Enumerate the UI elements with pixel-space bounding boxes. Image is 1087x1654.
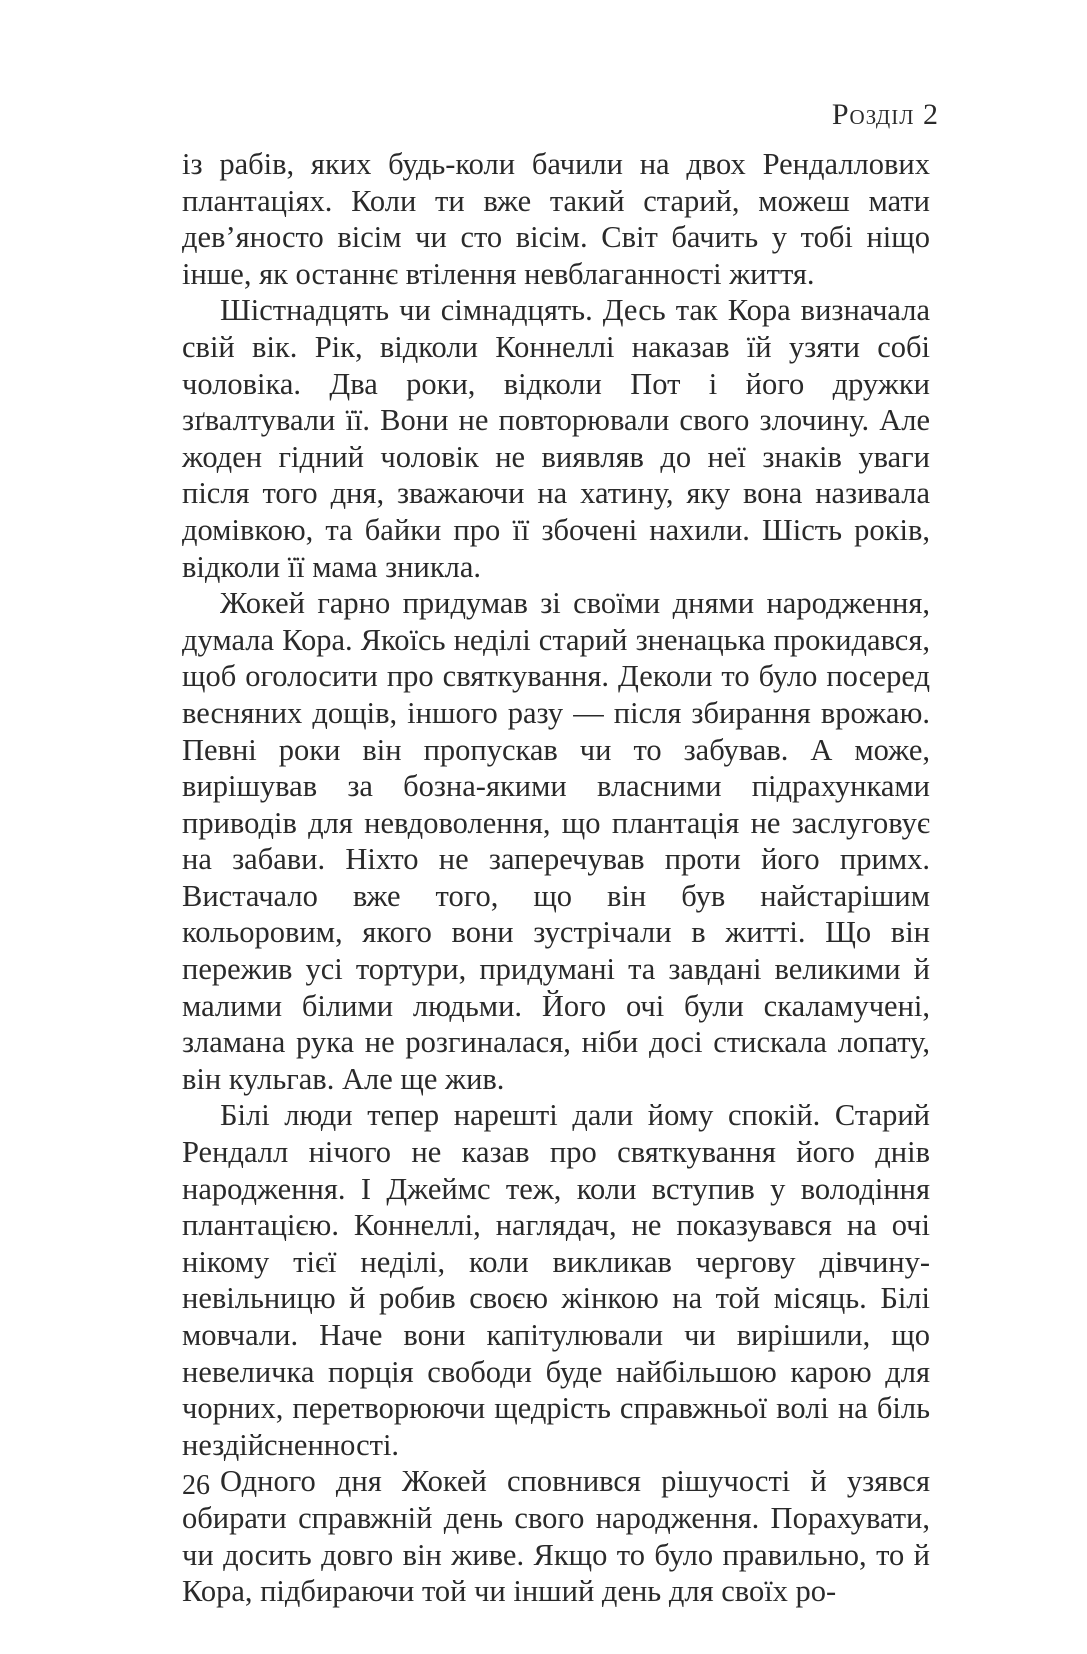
paragraph: Шістнадцять чи сімнадцять. Десь так Кора визначала свій вік. Рік, відколи Коннеллі наказав їй узяти собі чоловіка. Два роки, відколи Пот і його дружки зґвалтували її. Вони не повторювали свого злочину. Але жоден гідний чоловік не виявляв до неї знаків уваги після того дня, зважаючи на хатину, яку вона називала домівкою, та байки про її збочені нахили. Шість років, відколи її мама зникла. (182, 293, 930, 584)
paragraph: Білі люди тепер нарешті дали йому спокій. Старий Рендалл нічого не казав про святкування його днів народження. І Джеймс теж, коли вступив у володіння плантацією. Коннеллі, наглядач, не показувався на очі нікому тієї неділі, коли викликав чергову дівчину-невільницю й робив своєю жінкою на той місяць. Білі мовчали. Наче вони капітулювали чи вирішили, що невеличка порція свободи буде найбільшою карою для чорних, перетворюючи щедрість справжньої волі на біль нездійсненності. (182, 1098, 930, 1462)
running-head: Розділ 2 (831, 98, 939, 131)
paragraph: із рабів, яких будь-коли бачили на двох Рендаллових плантаціях. Коли ти вже такий старий, можеш мати дев’яносто вісім чи сто вісім. Світ бачить у тобі ніщо інше, як останнє втілення невблаганності життя. (182, 147, 930, 291)
page-number: 26 (182, 1470, 210, 1501)
paragraph: Одного дня Жокей сповнився рішучості й узявся обирати справжній день свого народження. Порахувати, чи досить довго він живе. Якщо то було правильно, то й Кора, підбираючи той чи інший день для своїх ро- (182, 1464, 930, 1609)
body-text (182, 146, 930, 1610)
paragraph: Жокей гарно придумав зі своїми днями народження, думала Кора. Якоїсь неділі старий зненацька прокидався, щоб оголосити про святкування. Деколи то було посеред весняних дощів, іншого разу — після збирання врожаю. Певні роки він пропускав чи то забував. А може, вирішував за бозна-якими власними підрахунками приводів для невдоволення, що плантація не заслуговує на забави. Ніхто не заперечував проти його примх. Вистачало вже того, що він був найстарішим кольоровим, якого вони зустрічали в житті. Що він пережив усі тортури, придумані та завдані великими й малими білими людьми. Його очі були скаламучені, зламана рука не розгиналася, ніби досі стискала лопату, він кульгав. Але ще жив. (182, 586, 930, 1096)
